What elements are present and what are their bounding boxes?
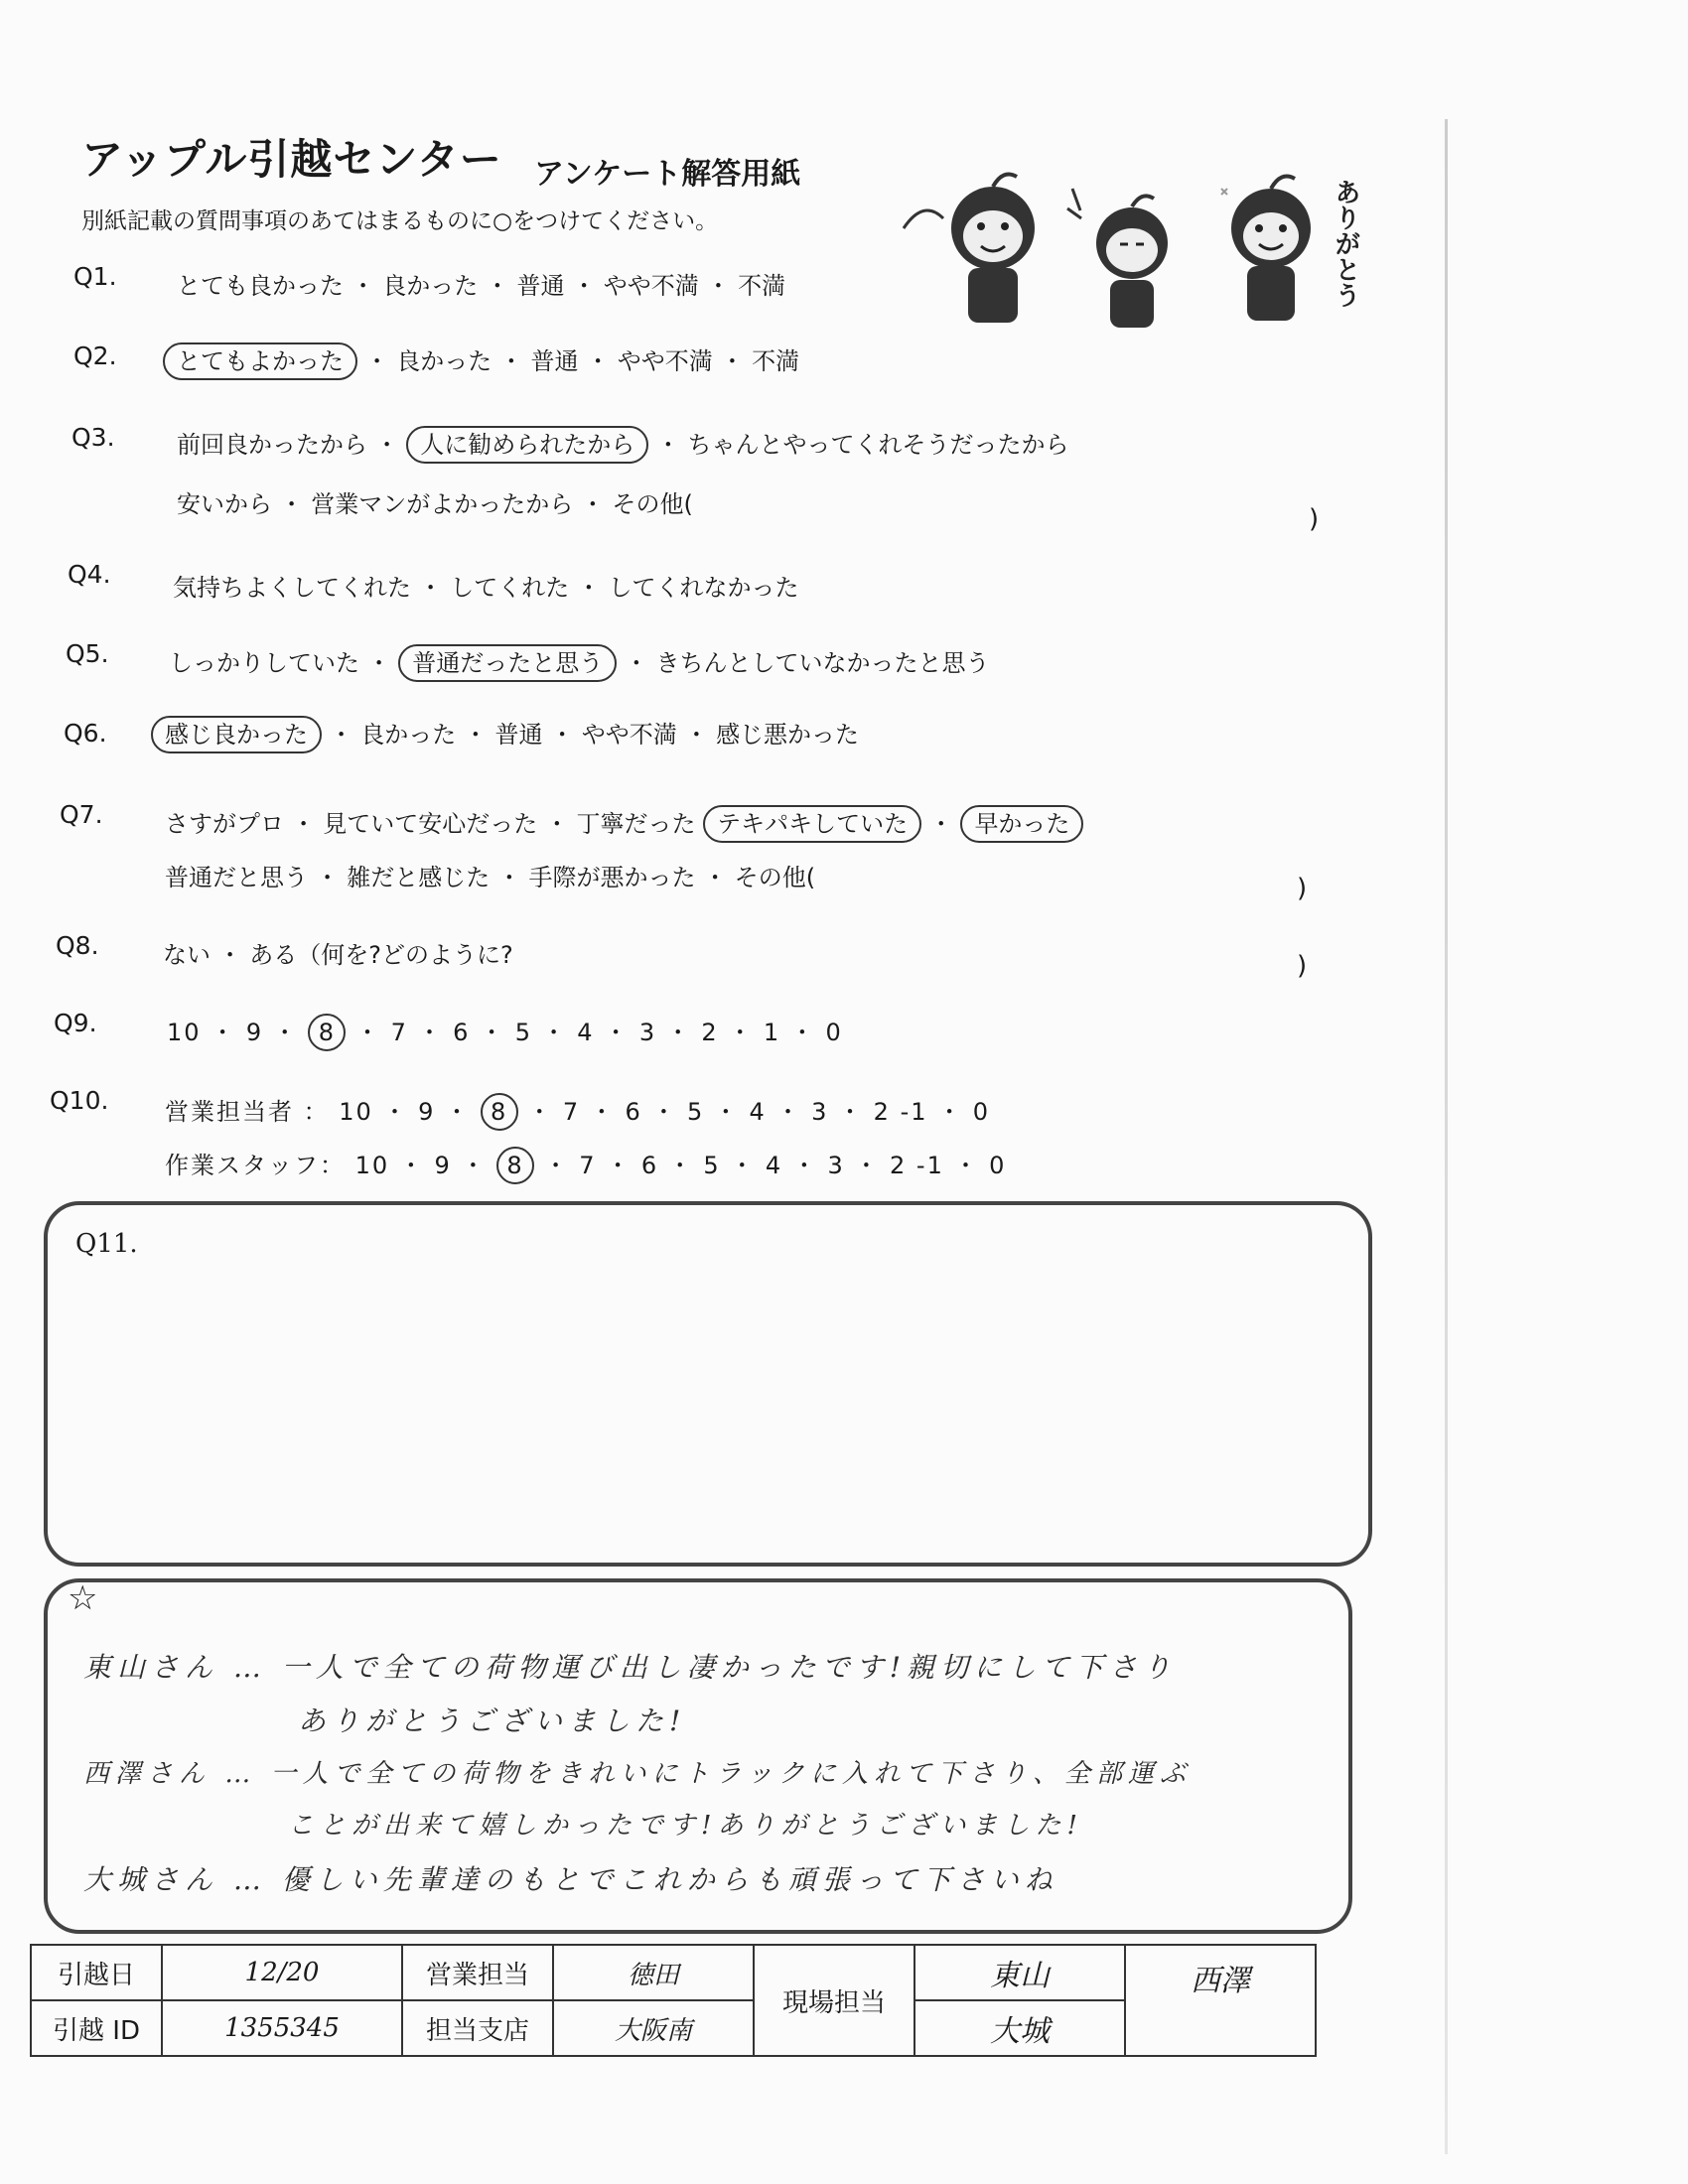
mascot-thanks-text: ありがとう [1331, 179, 1360, 308]
q6-options: 感じ良かった ・ 良かった ・ 普通 ・ やや不満 ・ 感じ悪かった [151, 715, 859, 753]
q3-option[interactable]: ちゃんとやってくれそうだったから [687, 431, 1069, 459]
q8-option[interactable]: ある（何を?どのように? [249, 941, 513, 969]
q3-option[interactable]: 営業マンがよかったから [311, 490, 574, 518]
q5-label: Q5. [66, 639, 109, 668]
q10-staff-label: 作業スタッフ： [165, 1152, 346, 1179]
q10-staff-score[interactable]: 2 [890, 1152, 908, 1179]
q3-label: Q3. [71, 423, 115, 452]
q2-option[interactable]: 普通 [530, 347, 579, 375]
q4-label: Q4. [68, 560, 111, 589]
q10-staff-score[interactable]: 7 [579, 1152, 597, 1179]
q7-option[interactable]: 見ていて安心だった [323, 810, 538, 838]
q3-options-line2: 安いから ・ 営業マンがよかったから ・ その他( [177, 490, 693, 518]
q3-option[interactable]: 前回良かったから [177, 431, 367, 459]
q9-score[interactable]: 2 [701, 1019, 719, 1046]
q10-staff-score[interactable]: 10 [354, 1152, 390, 1179]
q10-staff-scale: 作業スタッフ： 10 ・ 9 ・ 8 ・ 7 ・ 6 ・ 5 ・ 4 ・ 3 ・ 2 -1 ・ 0 [165, 1146, 1006, 1184]
q8-close-paren: ) [1297, 951, 1308, 981]
q9-score[interactable]: 6 [453, 1019, 471, 1046]
q5-option-selected[interactable]: 普通だったと思う [398, 644, 617, 682]
q10-sales-score[interactable]: -1 [900, 1098, 928, 1126]
instruction-text: 別紙記載の質問事項のあてはまるものに○をつけてください。 [81, 208, 719, 234]
q10-sales-score[interactable]: 7 [562, 1098, 581, 1126]
q9-label: Q9. [54, 1009, 97, 1037]
q9-score[interactable]: 7 [390, 1019, 408, 1046]
q6-option[interactable]: 良かった [360, 721, 457, 749]
q2-option[interactable]: 良かった [396, 347, 492, 375]
q9-scale: 10 ・ 9 ・ 8 ・ 7 ・ 6 ・ 5 ・ 4 ・ 3 ・ 2 ・ 1 ・ 0 [167, 1013, 843, 1051]
q9-score[interactable]: 4 [577, 1019, 595, 1046]
site-label: 現場担当 [754, 1945, 914, 2056]
q10-staff-score[interactable]: 9 [434, 1152, 452, 1179]
q7-option-selected[interactable]: テキパキしていた [703, 805, 921, 843]
q3-close-paren: ) [1309, 504, 1320, 534]
q10-sales-score[interactable]: 0 [972, 1098, 991, 1126]
q3-option-selected[interactable]: 人に勧められたから [406, 426, 648, 464]
monkey-mascot-right [1221, 177, 1311, 321]
monkey-mascot-left [904, 175, 1035, 323]
q9-score[interactable]: 1 [763, 1019, 781, 1046]
q9-score[interactable]: 9 [245, 1019, 264, 1046]
q1-option[interactable]: 良かった [382, 272, 479, 300]
monkey-mascot-middle [1067, 189, 1168, 328]
q9-score[interactable]: 3 [638, 1019, 657, 1046]
q10-staff-score[interactable]: -1 [915, 1152, 944, 1179]
q10-staff-score[interactable]: 6 [640, 1152, 659, 1179]
comment-line: 西澤さん … 一人で全ての荷物をきれいにトラックに入れて下さり、全部運ぶ [83, 1759, 1193, 1789]
q10-staff-score[interactable]: 3 [827, 1152, 845, 1179]
comment-line: ありがとうございました! [298, 1705, 687, 1737]
form-subtitle: アンケート解答用紙 [534, 157, 801, 192]
q1-label: Q1. [73, 262, 117, 291]
q9-score[interactable]: 0 [825, 1019, 843, 1046]
q7-options-line1: さすがプロ ・ 見ていて安心だった ・ 丁寧だった テキパキしていた ・ 早かった [165, 804, 1083, 843]
q10-staff-score-selected[interactable]: 8 [496, 1147, 534, 1184]
branch-value[interactable]: 大阪南 [553, 2000, 754, 2056]
q7-option[interactable]: 丁寧だった [576, 810, 696, 838]
paper-edge [1445, 119, 1448, 2154]
q6-option[interactable]: 普通 [494, 721, 543, 749]
site-staff-value[interactable]: 東山 [914, 1945, 1125, 2000]
q7-label: Q7. [60, 800, 103, 829]
q5-option[interactable]: きちんとしていなかったと思う [655, 649, 990, 677]
q4-option[interactable]: 気持ちよくしてくれた [173, 574, 411, 602]
site-staff-value[interactable]: 大城 [914, 2000, 1125, 2056]
site-staff-value[interactable]: 西澤 [1125, 1945, 1316, 2056]
q7-close-paren: ) [1297, 874, 1308, 903]
q1-options: とても良かった ・ 良かった ・ 普通 ・ やや不満 ・ 不満 [177, 272, 786, 300]
q4-option[interactable]: してくれなかった [608, 574, 799, 602]
q8-options: ない ・ ある（何を?どのように? [163, 941, 513, 969]
q2-option-selected[interactable]: とてもよかった [163, 342, 357, 380]
q10-sales-score[interactable]: 4 [749, 1098, 767, 1126]
q10-label: Q10. [50, 1086, 109, 1115]
q7-option[interactable]: 普通だと思う [165, 864, 308, 891]
q10-sales-score[interactable]: 6 [625, 1098, 642, 1126]
monkey-mascot-illustration [894, 159, 1390, 338]
q1-option[interactable]: とても良かった [177, 272, 344, 300]
q8-option[interactable]: ない [163, 941, 211, 969]
q7-options-line2: 普通だと思う ・ 雑だと感じた ・ 手際が悪かった ・ その他( [165, 864, 816, 891]
q1-option[interactable]: 普通 [516, 272, 565, 300]
q5-options: しっかりしていた ・ 普通だったと思う ・ きちんとしていなかったと思う [169, 643, 990, 682]
q3-option-other[interactable]: その他( [612, 490, 693, 518]
q10-staff-score[interactable]: 0 [989, 1152, 1007, 1179]
move-info-table [30, 1944, 1317, 2057]
q2-label: Q2. [73, 341, 117, 370]
q10-sales-score[interactable]: 3 [811, 1098, 829, 1126]
comment-line: ことが出来て嬉しかったです!ありがとうございました! [288, 1811, 1083, 1841]
q7-option[interactable]: 手際が悪かった [528, 864, 696, 891]
q11-answer-box[interactable] [44, 1201, 1372, 1567]
q4-options: 気持ちよくしてくれた ・ してくれた ・ してくれなかった [173, 574, 799, 602]
q7-option-selected[interactable]: 早かった [960, 805, 1083, 843]
q10-sales-score[interactable]: 10 [339, 1098, 373, 1126]
q10-staff-score[interactable]: 5 [703, 1152, 721, 1179]
comment-line: 東山さん … 一人で全ての荷物運び出し凄かったです!親切にして下さり [83, 1651, 1178, 1684]
branch-label: 担当支店 [402, 2000, 553, 2056]
move-date-label: 引越日 [31, 1945, 162, 2000]
q3-option[interactable]: 安いから [177, 490, 272, 518]
q5-option[interactable]: しっかりしていた [169, 649, 359, 677]
q7-option-other[interactable]: その他( [734, 864, 816, 891]
comment-line: 大城さん … 優しい先輩達のもとでこれからも頑張って下さいね [83, 1863, 1058, 1896]
q2-option[interactable]: やや不満 [617, 347, 713, 375]
q2-options: とてもよかった ・ 良かった ・ 普通 ・ やや不満 ・ 不満 [163, 341, 799, 380]
q1-option[interactable]: 不満 [738, 272, 786, 300]
q8-label: Q8. [56, 931, 99, 960]
q2-option[interactable]: 不満 [752, 347, 800, 375]
move-id-value[interactable]: 1355345 [162, 2000, 402, 2056]
q4-option[interactable]: してくれた [450, 574, 570, 602]
sales-label: 営業担当 [402, 1945, 553, 2000]
q10-sales-score[interactable]: 5 [687, 1098, 705, 1126]
star-icon: ☆ [68, 1578, 98, 1618]
move-date-value[interactable]: 12/20 [162, 1945, 402, 2000]
q10-sales-scale: 営業担当者 ： 10 ・ 9 ・ 8 ・ 7 ・ 6 ・ 5 ・ 4 ・ 3 ・ 2 -1 ・ 0 [165, 1092, 990, 1131]
q9-score-selected[interactable]: 8 [308, 1014, 346, 1051]
q11-label: Q11. [75, 1229, 138, 1259]
q9-score[interactable]: 5 [514, 1019, 532, 1046]
move-id-label: 引越 ID [31, 2000, 162, 2056]
q10-sales-score[interactable]: 2 [873, 1098, 891, 1126]
q6-option[interactable]: やや不満 [581, 721, 677, 749]
q6-option-selected[interactable]: 感じ良かった [151, 716, 322, 753]
q10-sales-label: 営業担当者 ： [165, 1098, 330, 1126]
sales-value[interactable]: 徳田 [553, 1945, 754, 2000]
q1-option[interactable]: やや不満 [603, 272, 699, 300]
q7-option[interactable]: 雑だと感じた [347, 864, 491, 891]
q3-options-line1: 前回良かったから ・ 人に勧められたから ・ ちゃんとやってくれそうだったから [177, 425, 1069, 464]
q10-sales-score-selected[interactable]: 8 [481, 1093, 518, 1131]
q6-label: Q6. [64, 719, 107, 748]
company-title: アップル引越センター [81, 135, 502, 184]
q9-score[interactable]: 10 [167, 1019, 202, 1046]
q7-option[interactable]: さすがプロ [165, 810, 284, 838]
q10-sales-score[interactable]: 9 [418, 1098, 436, 1126]
q10-staff-score[interactable]: 4 [765, 1152, 783, 1179]
q6-option[interactable]: 感じ悪かった [716, 721, 860, 749]
